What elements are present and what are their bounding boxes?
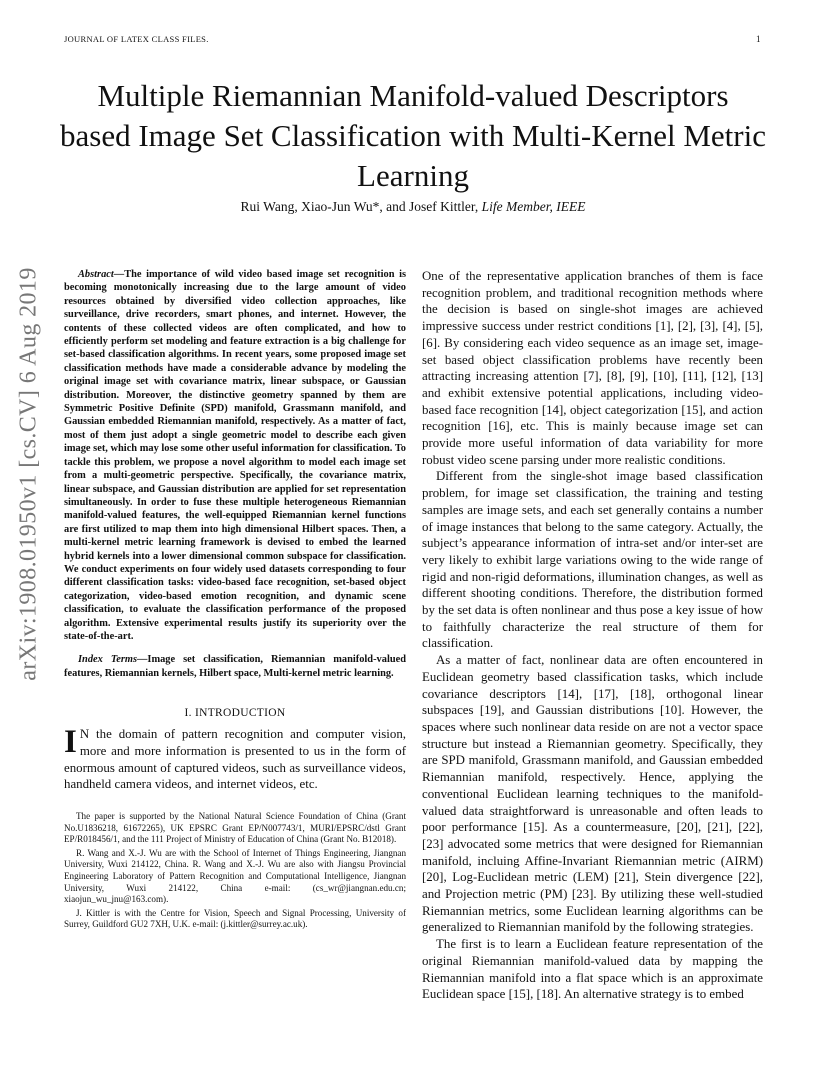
running-header: JOURNAL OF LATEX CLASS FILES. <box>64 34 209 44</box>
footnote-affiliation-surrey: J. Kittler is with the Centre for Vision, Speech and Signal Processing, University of Surrey, Guildford GU2 7XH, U.K. e-mail: (j.kittler@surrey.ac.uk). <box>64 907 406 930</box>
index-terms-text: —Image set classification, Riemannian manifold-valued features, Riemannian kernels, Hilbert space, Multi-kernel metric learning. <box>64 654 406 679</box>
paper-title: Multiple Riemannian Manifold-valued Descriptors based Image Set Classification with Multi-Kernel Metric Learning <box>60 78 766 193</box>
author-names: Rui Wang, Xiao-Jun Wu*, and Josef Kittler, <box>240 199 479 214</box>
intro-text: N the domain of pattern recognition and computer vision, more and more information is presented to us in the form of enormous amount of captured videos, such as surveillance videos, handheld camera videos, and internet videos, etc. <box>64 727 406 792</box>
footnote-funding: The paper is supported by the National Natural Science Foundation of China (Grant No.U1836218, 61672265), UK EPSRC Grant EP/N007743/1, MURI/EPSRC/dstl Grant EP/R018456/1, and the 111 Project of Ministry of Education of China (Grant No. B12018). <box>64 811 406 845</box>
footnote-affiliation-jiangnan: R. Wang and X.-J. Wu are with the School of Internet of Things Engineering, Jiangnan University, Wuxi 214122, China. R. Wang and X.-J. Wu are also with Jiangsu Provincial Engineering Laboratory of Pattern Recognition and Computational Intelligence, Jiangnan University, Wuxi 214122, China e-mail: (cs_wr@jiangnan.edu.cn; xiaojun_wu_jnu@163.com). <box>64 847 406 905</box>
drop-cap: I <box>64 724 77 761</box>
abstract-text: —The importance of wild video based image set recognition is becoming monotonically increasing due to the large amount of video resources obtained by diversified video collection approaches, like surveillance, drive recorders, smart phones, and internet. However, the contents of these collected videos are often complicated, and how to efficiently perform set modeling and feature extraction is a big challenge for set-based classification algorithms. In recent years, some proposed image set classification methods have made a considerable advance by modeling the original image set with covariance matrix, linear subspace, or Gaussian distribution. Moreover, the distinctive geometry spanned by them are Symmetric Positive Definite (SPD) manifold, Grassmann manifold, and Gaussian embedded Riemannian manifold, respectively. As a matter of fact, most of them just adopt a single geometric model to describe each given image set, which may lose some other useful information for classification. To tackle this problem, we propose a novel algorithm to model each image set from a multi-geometric perspective. Specifically, the covariance matrix, linear subspace, and Gaussian distribution are applied for set representation simultaneously. In order to fuse these multiple heterogeneous Riemannian manifold-valued features, the well-equipped Riemannian kernel functions are first utilized to map them into high dimensional Hilbert spaces. Then, a multi-kernel metric learning framework is devised to embed the learned hybrid kernels into a lower dimensional common subspace for classification. We conduct experiments on four widely used datasets corresponding to four different classification tasks: video-based face recognition, set-based object categorization, video-based emotion recognition, and dynamic scene classification, to evaluate the classification performance of the proposed algorithm. Extensive experimental results justify its superiority over the state-of-the-art. <box>64 269 406 642</box>
abstract <box>64 268 406 643</box>
footnotes <box>64 811 406 931</box>
right-column <box>422 268 763 1003</box>
body-paragraph: One of the representative application branches of them is face recognition problem, and traditional recognition methods where the decision is based on single-shot images are achieved impressive success under restrict conditions [1], [2], [3], [4], [5], [6]. By considering each video sequence as an image set, image-set based object classification problems have recently been attracting increasing attention [7], [8], [9], [10], [11], [12], [13] and exhibit extensive potential applications, including video-based face recognition [14], object categorization [15], and action recognition [16], etc. This is mainly because image set can provide more useful information of data variability for more robust video scene parsing under more realistic conditions. <box>422 269 763 467</box>
intro-paragraph <box>64 726 406 793</box>
body-paragraph: Different from the single-shot image based classification problem, for image set classification, the training and testing samples are image sets, and each set generally contains a number of image instances that belong to the same category. Actually, the subject’s appearance information of intra-set and/or inter-set are very likely to exhibit large variations owing to the wide range of rigid and non-rigid deformations, illumination changes, as well as different shooting conditions. Therefore, the distribution formed by the set data is often nonlinear and thus pose a key issue of how to faithfully characterize the real structure of them for classification. <box>422 469 763 651</box>
body-paragraph: As a matter of fact, nonlinear data are often encountered in Euclidean geometry based classification tasks, which include covariance descriptors [14], [17], [18], orthogonal linear subspaces [19], and Gaussian distributions [10]. However, the spaces where such nonlinear data reside on are not a vector space structure but instead a Riemannian geometry. Specifically, they are SPD manifold, Grassmann manifold, and Gaussian embedded Riemannian manifold, respectively. Hence, applying the conventional Euclidean learning techniques to the manifold-valued data straightforward is unreasonable and often leads to poor performance [15]. As a countermeasure, [20], [21], [22], [23] advocated some metrics that were designed for Riemannian manifold, incluing Affine-Invariant Riemannian metric (AIRM) [20], Log-Euclidean metric (LEM) [21], Stein divergence [22], and Projection metric (PM) [23]. By utilizing these well-studied Riemannian metrics, some Euclidean learning algorithms can be generalized to Riemannian manifold by the following strategies. <box>422 653 763 935</box>
arxiv-sidebar <box>6 267 52 681</box>
section-heading-introduction: I. INTRODUCTION <box>184 707 286 720</box>
author-line <box>60 199 766 215</box>
left-column <box>64 268 406 933</box>
arxiv-identifier: arXiv:1908.01950v1 [cs.CV] 6 Aug 2019 <box>15 267 42 681</box>
index-terms-label: Index Terms <box>78 654 138 666</box>
body-paragraph: The first is to learn a Euclidean feature representation of the original Riemannian manifold-valued data by mapping the Riemannian manifold into a flat space which is an approximate Euclidean space [15], [18]. An alternative strategy is to embed <box>422 937 763 1002</box>
abstract-label: Abstract <box>78 269 114 280</box>
page-number: 1 <box>756 34 761 44</box>
author-role: Life Member, IEEE <box>481 199 586 214</box>
index-terms <box>64 653 406 680</box>
